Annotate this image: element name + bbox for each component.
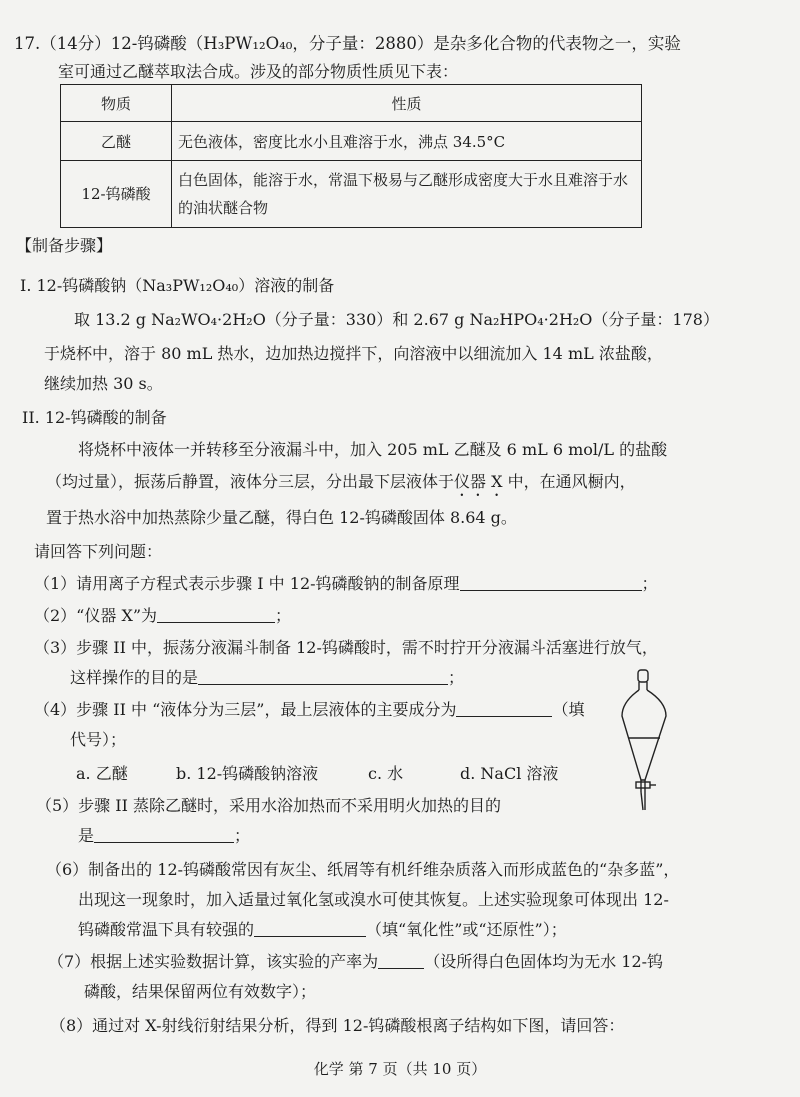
option-d: d. NaCl 溶液 <box>460 764 559 783</box>
property-text: 无色液体，密度比水小且难溶于水，沸点 34.5°C <box>178 132 506 151</box>
table-cell-property <box>172 161 642 228</box>
answer-blank[interactable] <box>198 668 448 685</box>
table-cell-name: 乙醚 <box>61 122 172 161</box>
question-3-cont: 这样操作的目的是 ； <box>70 668 465 687</box>
step1-title: I. 12-钨磷酸钠（Na₃PW₁₂O₄₀）溶液的制备 <box>20 276 335 295</box>
step2-text: 置于热水浴中加热蒸除少量乙醚，得白色 12-钨磷酸固体 8.64 g。 <box>46 508 517 527</box>
table-row <box>61 161 642 228</box>
step1-text: 取 13.2 g Na₂WO₄·2H₂O（分子量：330）和 2.67 g Na₂HPO₄·2H₂O（分子量：178） <box>74 310 719 329</box>
answer-blank[interactable] <box>378 952 424 969</box>
question-7: （7）根据上述实验数据计算，该实验的产率为 （设所得白色固体均为无水 12-钨 <box>48 952 664 971</box>
question-header-line2: 室可通过乙醚萃取法合成。涉及的部分物质性质见下表： <box>58 62 459 81</box>
answer-blank[interactable] <box>460 574 642 591</box>
property-text-cont: 的油状醚合物 <box>178 199 269 217</box>
question-7-cont: 磷酸，结果保留两位有效数字）； <box>84 982 317 1001</box>
properties-table <box>60 84 642 228</box>
option-b: b. 12-钨磷酸钠溶液 <box>176 764 319 783</box>
table-cell-name: 12-钨磷酸 <box>61 161 172 228</box>
page-footer: 化学 第 7 页（共 10 页） <box>313 1060 487 1078</box>
question-2: （2）“仪器 X”为 ； <box>34 606 292 625</box>
answer-blank[interactable] <box>157 606 275 623</box>
question-3: （3）步骤 II 中，振荡分液漏斗制备 12-钨磷酸时，需不时拧开分液漏斗活塞进行放气， <box>34 638 658 657</box>
table-header-property: 性质 <box>172 85 642 122</box>
table-header-row <box>61 85 642 122</box>
steps-title: 【制备步骤】 <box>16 236 113 255</box>
question-1: （1）请用离子方程式表示步骤 I 中 12-钨磷酸钠的制备原理 ； <box>34 574 658 593</box>
answer-blank[interactable] <box>254 920 366 937</box>
option-a: a. 乙醚 <box>76 764 128 783</box>
step2-text: 将烧杯中液体一并转移至分液漏斗中，加入 205 mL 乙醚及 6 mL 6 mol/L 的盐酸 <box>78 440 668 459</box>
step1-text: 于烧杯中，溶于 80 mL 热水，边加热边搅拌下，向溶液中以细流加入 14 mL 浓盐酸， <box>44 344 663 363</box>
question-5-cont: 是 ； <box>78 826 251 845</box>
step1-text: 继续加热 30 s。 <box>44 374 163 393</box>
step2-title: II. 12-钨磷酸的制备 <box>22 408 167 427</box>
question-6: （6）制备出的 12-钨磷酸常因有灰尘、纸屑等有机纤维杂质落入而形成蓝色的“杂多蓝”， <box>46 860 680 879</box>
table-cell-property <box>172 122 642 161</box>
answer-blank[interactable] <box>94 826 234 843</box>
question-4-cont: 代号）； <box>70 730 127 749</box>
table-header-substance: 物质 <box>61 85 172 122</box>
question-5: （5）步骤 II 蒸除乙醚时，采用水浴加热而不采用明火加热的目的 <box>36 796 501 815</box>
question-4: （4）步骤 II 中 “液体分为三层”，最上层液体的主要成分为 （填 <box>34 700 585 719</box>
table-row <box>61 122 642 161</box>
questions-intro: 请回答下列问题： <box>34 542 163 561</box>
step2-text: （均过量），振荡后静置，液体分三层，分出最下层液体于仪器 X 中，在通风橱内， <box>46 472 636 491</box>
answer-blank[interactable] <box>456 700 552 717</box>
question-8: （8）通过对 X-射线衍射结果分析，得到 12-钨磷酸根离子结构如下图，请回答： <box>50 1016 625 1035</box>
question-header-line1: 17.（14分）12-钨磷酸（H₃PW₁₂O₄₀，分子量：2880）是杂多化合物的代表物之一，实验 <box>14 34 681 53</box>
question-6-cont: 出现这一现象时，加入适量过氧化氢或溴水可使其恢复。上述实验现象可体现出 12- <box>78 890 669 909</box>
question-6-cont: 钨磷酸常温下具有较强的 （填“氧化性”或“还原性”）； <box>78 920 567 939</box>
instrument-x-emphasis: 仪器 X <box>454 472 503 491</box>
property-text: 白色固体，能溶于水，常温下极易与乙醚形成密度大于水且难溶于水 <box>178 171 629 189</box>
option-c: c. 水 <box>368 764 404 783</box>
separatory-funnel-icon <box>616 668 672 818</box>
